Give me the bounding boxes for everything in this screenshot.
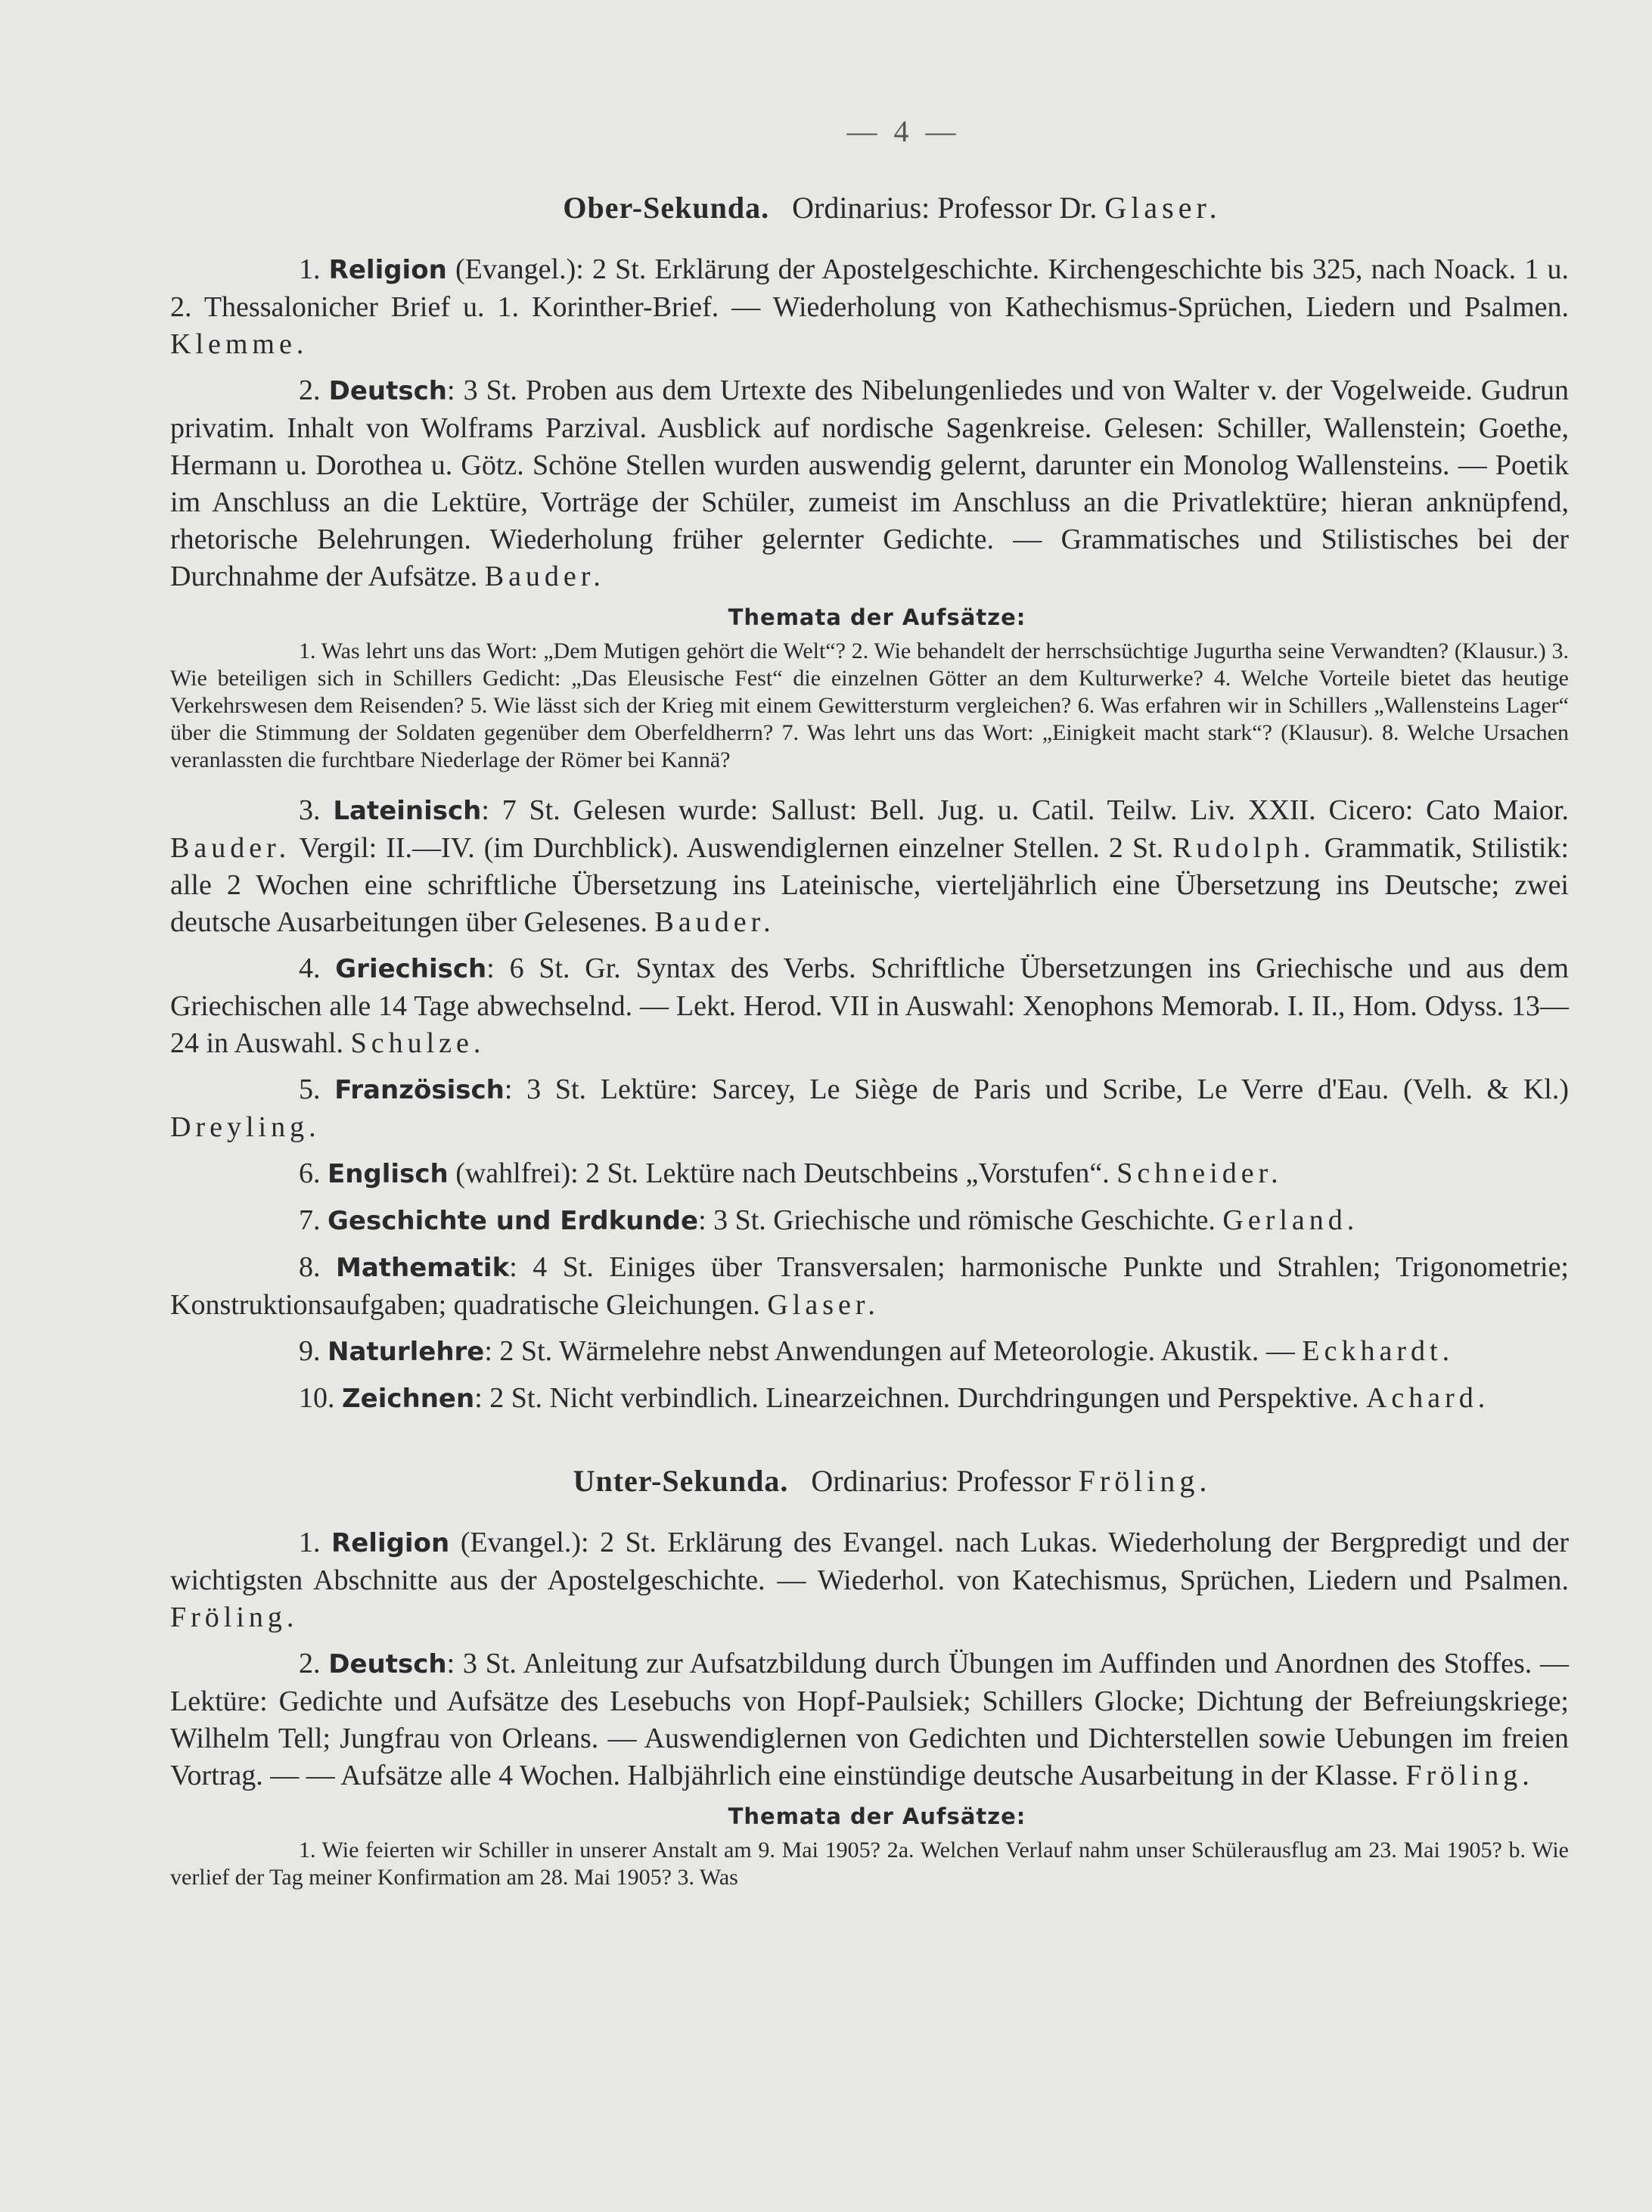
teacher-name: Bauder. — [654, 906, 775, 938]
subject-deutsch — [170, 372, 1569, 595]
teacher-name: Bauder. — [170, 832, 291, 864]
teacher-name: Fröling. — [170, 1602, 299, 1633]
subject-name: Griechisch — [335, 954, 487, 984]
subject-text: : 7 St. Gelesen wurde: Sallust: Bell. Jug. u. Catil. Teilw. Liv. XXII. Cicero: Cato Maior. — [481, 794, 1570, 826]
ordinarius-name: Glaser. — [1104, 191, 1222, 225]
subject-text: : 4 St. Einiges über Transversalen; harmonische Punkte und Strahlen; Trigonometrie; Konstruktionsaufgaben; quadratische Gleichungen. — [170, 1251, 1569, 1321]
subject-name: Deutsch — [328, 376, 447, 406]
subject-religion — [170, 251, 1569, 363]
subject-lateinisch — [170, 792, 1569, 941]
subject-griechisch — [170, 950, 1569, 1062]
subject-name: Englisch — [328, 1159, 449, 1189]
subject-number: 3. — [299, 794, 321, 826]
page-number: — 4 — — [846, 114, 961, 148]
teacher-name: Fröling. — [1405, 1760, 1534, 1791]
subject-text: : 2 St. Wärmelehre nebst Anwendungen auf Meteorologie. Akustik. — — [484, 1335, 1295, 1367]
teacher-name: Bauder. — [484, 561, 605, 592]
subject-name: Zeichnen — [342, 1384, 475, 1414]
teacher-name: Dreyling. — [170, 1111, 321, 1143]
subject-name: Deutsch — [328, 1649, 447, 1679]
subject-number: 2. — [299, 374, 321, 406]
themata-heading: Themata der Aufsätze: — [728, 1803, 1026, 1829]
teacher-name: Eckhardt. — [1302, 1335, 1455, 1367]
teacher-name: Gerland. — [1222, 1204, 1359, 1236]
teacher-name: Schneider. — [1116, 1157, 1283, 1189]
themata-list: 1. Wie feierten wir Schiller in unserer Anstalt am 9. Mai 1905? 2a. Welchen Verlauf nahm unser Schülerausflug am 23. Mai 1905? b. Wie verlief der Tag meiner Konfirmation am 28. Mai 1905? 3. Was — [170, 1838, 1569, 1890]
subject-religion — [170, 1524, 1569, 1636]
subject-name: Religion — [328, 255, 447, 285]
subject-number: 5. — [299, 1073, 321, 1105]
subject-name: Lateinisch — [333, 796, 482, 826]
subject-text: : 3 St. Lektüre: Sarcey, Le Siège de Paris und Scribe, Le Verre d'Eau. (Velh. & Kl.) — [504, 1073, 1570, 1105]
subject-text: (wahlfrei): 2 St. Lektüre nach Deutschbeins „Vorstufen“. — [448, 1157, 1110, 1189]
subject-text: : 3 St. Griechische und römische Geschichte. — [698, 1204, 1216, 1236]
themata-list: 1. Was lehrt uns das Wort: „Dem Mutigen gehört die Welt“? 2. Wie behandelt der herrschsüchtige Jugurtha seine Verwandten? (Klausur.) 3. Wie beteiligen sich in Schillers Gedicht: „Das Eleusische Fest“ die einzelnen Götter an dem Kulturwerke? 4. Welche Vorteile bietet das heutige Verkehrswesen dem Reisenden? 5. Wie lässt sich der Krieg mit einem Gewittersturm vergleichen? 6. Was erfahren wir in Schillers „Wallensteins Lager“ über die Stimmung der Soldaten gegenüber dem Oberfeldherrn? 7. Was lehrt uns das Wort: „Einigkeit macht stark“? (Klausur). 8. Welche Ursachen veranlassten die furchtbare Niederlage der Römer bei Kannä? — [170, 638, 1569, 772]
subject-number: 7. — [299, 1204, 321, 1236]
subject-deutsch — [170, 1645, 1569, 1794]
subject-englisch — [170, 1155, 1569, 1193]
subject-name: Französisch — [334, 1075, 505, 1105]
subject-name: Naturlehre — [328, 1337, 485, 1367]
ordinarius-name: Fröling. — [1078, 1464, 1212, 1498]
subject-number: 8. — [299, 1251, 321, 1283]
subject-number: 6. — [299, 1157, 321, 1189]
teacher-name: Schulze. — [350, 1027, 486, 1059]
themata-heading: Themata der Aufsätze: — [728, 604, 1026, 630]
subject-text: : 6 St. Gr. Syntax des Verbs. Schriftliche Übersetzungen ins Griechische und aus dem Griechischen alle 14 Tage abwechselnd. — Lekt. Herod. VII in Auswahl: Xenophons Memorab. I. II., Hom. Odyss. 13—24 in Auswahl. — [170, 952, 1569, 1059]
section-heading-unter-sekunda — [170, 1463, 1569, 1499]
form-name: Unter-Sekunda. — [573, 1464, 789, 1498]
subject-zeichnen — [170, 1380, 1569, 1418]
subject-text: (Evangel.): 2 St. Erklärung der Apostelgeschichte. Kirchengeschichte bis 325, nach Noack. 1 u. 2. Thessalonicher Brief u. 1. Korinther-Brief. — Wiederholung von Kathechismus-Sprüchen, Liedern und Psalmen. — [170, 253, 1570, 323]
subject-text: : 3 St. Anleitung zur Aufsatzbildung durch Übungen im Auffinden und Anordnen des Stoffes. — Lektüre: Gedichte und Aufsätze des Lesebuchs von Hopf-Paulsiek; Schillers Glocke; Dichtung der Befreiungskriege; Wilhelm Tell; Jungfrau von Orleans. — Auswendiglernen von Gedichten und Dichterstellen sowie Uebungen im freien Vortrag. — — Aufsätze alle 4 Wochen. Halbjährlich eine einstündige deutsche Ausarbeitung in der Klasse. — [170, 1648, 1569, 1791]
subject-text: : 3 St. Proben aus dem Urtexte des Nibelungenliedes und von Walter v. der Vogelweide. Gudrun privatim. Inhalt von Wolframs Parzival. Ausblick auf nordische Sagenkreise. Gelesen: Schiller, Wallenstein; Goethe, Hermann u. Dorothea u. Götz. Schöne Stellen wurden auswendig gelernt, darunter ein Monolog Wallensteins. — Poetik im Anschluss an die Lektüre, Vorträge der Schüler, zumeist im Anschluss an die Privatlektüre; hieran anknüpfend, rhetorische Belehrungen. Wiederholung früher gelernter Gedichte. — Grammatisches und Stilistisches bei der Durchnahme der Aufsätze. — [170, 374, 1570, 592]
subject-name: Geschichte und Erdkunde — [328, 1206, 699, 1236]
subject-name: Religion — [331, 1528, 450, 1558]
subject-text: Grammatik, Stilistik: alle 2 Wochen eine schriftliche Übersetzung ins Lateinische, vierteljährlich eine Übersetzung ins Deutsche; zwei deutsche Ausarbeitungen über Gelesenes. — [170, 832, 1569, 938]
teacher-name: Glaser. — [767, 1289, 880, 1321]
subject-number: 4. — [299, 952, 321, 984]
subject-text: (Evangel.): 2 St. Erklärung des Evangel. nach Lukas. Wiederholung der Bergpredigt und der wichtigsten Abschnitte aus der Apostelgeschichte. — Wiederhol. von Katechismus, Sprüchen, Liedern und Psalmen. — [170, 1527, 1569, 1596]
subject-number: 9. — [299, 1335, 321, 1367]
ordinarius-label: Ordinarius: Professor — [811, 1464, 1071, 1498]
form-name: Ober-Sekunda. — [563, 191, 770, 225]
subject-naturlehre — [170, 1333, 1569, 1371]
subject-text: Vergil: II.—IV. (im Durchblick). Auswendiglernen einzelner Stellen. 2 St. — [290, 832, 1164, 864]
teacher-name: Rudolph. — [1172, 832, 1315, 864]
subject-mathematik — [170, 1249, 1569, 1324]
teacher-name: Klemme. — [170, 328, 309, 360]
teacher-name: Achard. — [1365, 1382, 1490, 1414]
section-heading-ober-sekunda — [170, 190, 1569, 225]
subject-number: 1. — [299, 253, 321, 285]
subject-franzoesisch — [170, 1071, 1569, 1146]
subject-number: 10. — [299, 1382, 335, 1414]
subject-geschichte — [170, 1202, 1569, 1240]
subject-text: : 2 St. Nicht verbindlich. Linearzeichnen. Durchdringungen und Perspektive. — [474, 1382, 1359, 1414]
ordinarius-label: Ordinarius: Professor Dr. — [792, 191, 1098, 225]
subject-number: 1. — [299, 1527, 321, 1558]
subject-number: 2. — [299, 1648, 321, 1679]
subject-name: Mathematik — [336, 1253, 510, 1283]
